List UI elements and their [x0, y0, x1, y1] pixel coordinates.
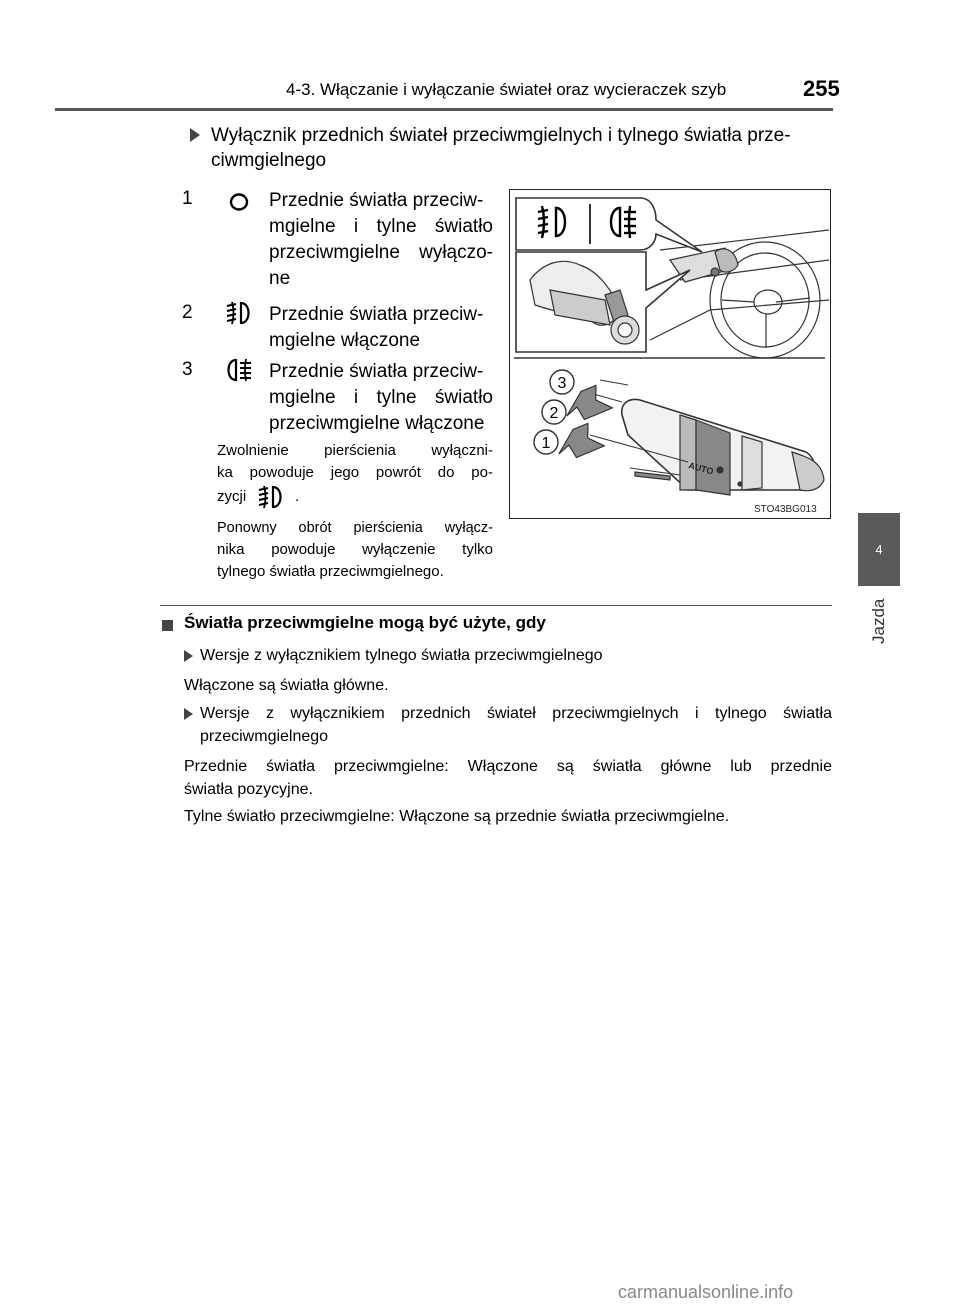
note-again-line-3: tylnego światła przeciwmgielnego.	[217, 563, 444, 580]
sub2-bullet-icon	[184, 707, 193, 725]
header-rule	[55, 108, 833, 111]
item-1-line-3: przeciwmgielne wyłączo-	[269, 242, 493, 263]
intro-bullet-icon	[190, 128, 200, 147]
sub2-line-2: przeciwmgielnego	[200, 728, 329, 745]
intro-line-2: ciwmgielnego	[211, 150, 327, 171]
para2-line-1: Przednie światła przeciwmgielne: Włączone są światła główne lub przednie	[184, 758, 832, 775]
figure-label-1: 1	[541, 435, 551, 452]
item-3-line-2: mgielne i tylne światło	[269, 387, 493, 408]
note-again-line-1: Ponowny obrót pierścienia wyłącz-	[217, 520, 493, 536]
note-release-line-3: zycji	[217, 488, 247, 505]
figure-code: STO43BG013	[754, 504, 817, 515]
item-3-line-1: Przednie światła przeciw-	[269, 361, 484, 382]
item-2-line-2: mgielne włączone	[269, 330, 421, 351]
item-1-number: 1	[182, 188, 193, 209]
item-2-line-1: Przednie światła przeciw-	[269, 304, 484, 325]
section-heading: Światła przeciwmgielne mogą być użyte, gdy	[184, 613, 546, 632]
page-number: 255	[803, 76, 840, 101]
figure-label-2: 2	[549, 405, 559, 422]
front-fog-light-inline-icon	[256, 484, 286, 510]
fog-lights-off-icon	[229, 193, 249, 211]
item-1-line-1: Przednie światła przeciw-	[269, 190, 484, 211]
fog-switch-illustration	[510, 190, 829, 517]
item-1-line-4: ne	[269, 268, 291, 289]
sub2-line-1: Wersje z wyłącznikiem przednich świateł przeciwmgielnych i tylnego światła	[200, 705, 832, 722]
section-rule	[160, 605, 832, 606]
note-release-line-2: ka powoduje jego powrót do po-	[217, 464, 493, 481]
chapter-tab: 4	[858, 513, 900, 586]
section-square-icon	[162, 618, 173, 636]
figure-label-3: 3	[557, 375, 567, 392]
sub1-bullet-icon	[184, 649, 193, 667]
item-2-number: 2	[182, 302, 193, 323]
para3-text: Tylne światło przeciwmgielne: Włączone są przednie światła przeciwmgielne.	[184, 808, 730, 825]
item-3-line-3: przeciwmgielne włączone	[269, 413, 485, 434]
switch-auto-label: AUTO	[687, 460, 715, 477]
watermark: carmanualsonline.info	[618, 1282, 794, 1302]
para1-text: Włączone są światła główne.	[184, 677, 389, 694]
note-release-line-1: Zwolnienie pierścienia wyłączni-	[217, 442, 493, 459]
sub1-text: Wersje z wyłącznikiem tylnego światła przeciwmgielnego	[200, 647, 603, 664]
para2-line-2: światła pozycyjne.	[184, 781, 313, 798]
item-1-line-2: mgielne i tylne światło	[269, 216, 493, 237]
item-3-number: 3	[182, 359, 193, 380]
note-again-line-2: nika powoduje wyłączenie tylko	[217, 541, 493, 558]
intro-line-1: Wyłącznik przednich świateł przeciwmgielnych i tylnego światła prze-	[211, 125, 791, 146]
note-release-line-4: .	[295, 488, 300, 505]
chapter-label: Jazda	[869, 598, 888, 644]
illustration-frame	[509, 189, 831, 519]
rear-fog-light-icon	[224, 357, 254, 383]
front-fog-light-icon	[224, 300, 254, 326]
running-header: 4-3. Włączanie i wyłączanie świateł oraz wycieraczek szyb	[286, 80, 727, 99]
